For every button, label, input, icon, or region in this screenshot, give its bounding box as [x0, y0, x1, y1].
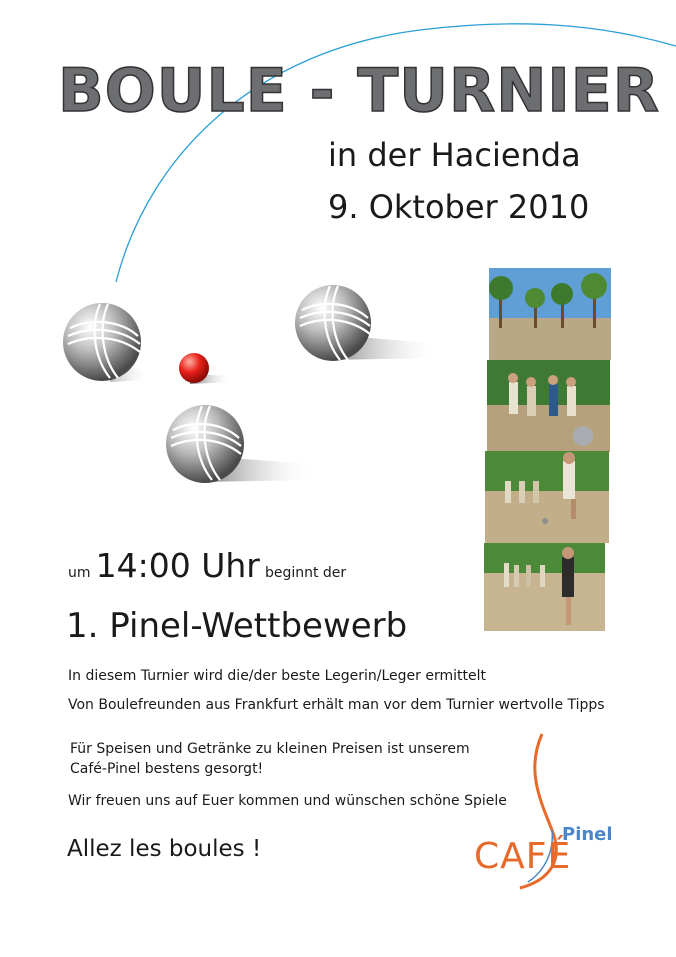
boule-ball-icon	[166, 405, 244, 483]
players-photo	[487, 360, 610, 452]
cochonnet-icon	[179, 353, 209, 383]
info-line: Café-Pinel bestens gesorgt!	[70, 761, 264, 777]
closing-line: Allez les boules !	[67, 836, 262, 862]
poster-title: BOULE - TURNIER	[58, 56, 660, 126]
date-subtitle: 9. Oktober 2010	[328, 188, 590, 226]
venue-subtitle: in der Hacienda	[328, 136, 581, 174]
players-photo	[484, 543, 605, 631]
info-line: Für Speisen und Getränke zu kleinen Preisen ist unserem	[70, 741, 470, 757]
boule-ball-icon	[295, 285, 371, 361]
info-line: Von Boulefreunden aus Frankfurt erhält man vor dem Turnier wertvolle Tipps	[68, 697, 605, 713]
time-suffix: beginnt der	[264, 565, 347, 581]
players-photo	[485, 451, 609, 543]
cafe-logo-word: CAFÉ	[474, 836, 572, 877]
start-time: 14:00 Uhr	[95, 546, 260, 585]
pinel-logo-word: Pinel	[562, 824, 613, 845]
boule-ball-icon	[63, 303, 141, 381]
info-line: In diesem Turnier wird die/der beste Legerin/Leger ermittelt	[68, 668, 486, 684]
park-photo	[489, 268, 611, 360]
start-time-line	[68, 546, 346, 585]
boule-illustration	[50, 270, 470, 500]
info-line: Wir freuen uns auf Euer kommen und wünschen schöne Spiele	[68, 793, 507, 809]
event-name: 1. Pinel-Wettbewerb	[66, 606, 408, 646]
time-prefix: um	[68, 565, 91, 581]
